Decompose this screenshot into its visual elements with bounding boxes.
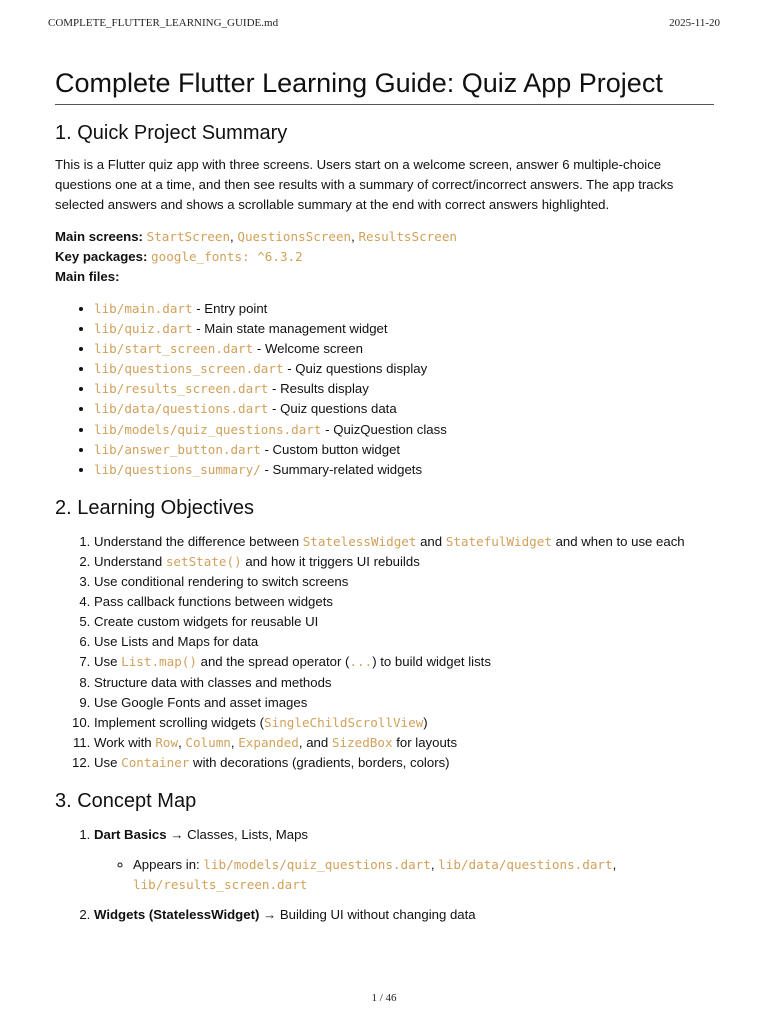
list-item [94, 532, 714, 552]
text: ) to build widget lists [372, 654, 491, 670]
file-path: lib/answer_button.dart [94, 441, 261, 457]
list-item [94, 652, 714, 672]
concept-label: Dart Basics [94, 826, 167, 842]
list-item [94, 420, 714, 440]
list-item [94, 359, 714, 379]
code-inline: google_fonts: ^6.3.2 [151, 249, 303, 264]
concept-label: Widgets (StatelessWidget) [94, 907, 260, 923]
code-inline: SingleChildScrollView [264, 714, 424, 730]
section-heading-concept-map: 3. Concept Map [55, 789, 197, 812]
file-path: lib/data/questions.dart [94, 401, 269, 417]
objectives-list [55, 532, 714, 773]
file-path: lib/main.dart [94, 301, 193, 316]
list-item [94, 440, 714, 460]
concept-map-list [55, 825, 714, 925]
list-item [94, 733, 714, 753]
file-path: lib/models/quiz_questions.dart [94, 421, 322, 437]
code-inline: Expanded [238, 734, 299, 750]
text: and how it triggers UI rebuilds [241, 553, 420, 569]
code-inline: setState() [165, 553, 242, 569]
text: for layouts [392, 734, 458, 750]
page-number: 1 / 46 [371, 992, 397, 1004]
separator: , [430, 857, 439, 873]
code-inline: StatelessWidget [302, 533, 417, 549]
code-inline: SizedBox [331, 734, 393, 750]
list-item [94, 319, 714, 339]
text: , [178, 734, 186, 750]
list-item: 3. Use conditional rendering to switch screens [94, 572, 714, 592]
text: , and [298, 734, 332, 750]
file-desc: - Quiz questions data [268, 401, 397, 417]
list-item: 5. Create custom widgets for reusable UI [94, 612, 714, 632]
code-inline: ... [349, 654, 373, 670]
section-heading-summary: 1. Quick Project Summary [55, 122, 288, 144]
code-inline: Container [121, 754, 190, 770]
list-item [94, 552, 714, 572]
file-path: lib/results_screen.dart [133, 877, 308, 893]
list-item [133, 855, 714, 895]
code-inline: Row [155, 734, 179, 750]
document-body [55, 64, 714, 925]
appears-label: Appears in: [133, 857, 204, 873]
key-packages-label: Key packages: [55, 249, 148, 264]
text: Understand [94, 553, 166, 569]
main-files-list [55, 299, 714, 480]
file-path: lib/start_screen.dart [94, 341, 254, 357]
code-inline: QuestionsScreen [237, 229, 352, 244]
text: Use [94, 654, 122, 670]
list-item: 4. Pass callback functions between widgets [94, 592, 714, 612]
list-item [94, 339, 714, 359]
concept-sublist [94, 855, 714, 895]
text: Implement scrolling widgets ( [94, 714, 265, 730]
page-title: Complete Flutter Learning Guide: Quiz App Project [55, 64, 714, 105]
separator: , [230, 229, 238, 244]
list-item: 8. Structure data with classes and methods [94, 673, 714, 693]
file-desc: - Custom button widget [260, 441, 401, 457]
text: and [416, 533, 446, 549]
list-item [94, 825, 714, 895]
text: and when to use each [551, 533, 685, 549]
text: Work with [94, 734, 156, 750]
list-item [94, 905, 714, 925]
main-screens-line [55, 227, 714, 247]
section-heading-objectives: 2. Learning Objectives [55, 496, 255, 519]
list-item: 6. Use Lists and Maps for data [94, 632, 714, 652]
list-item [94, 299, 714, 319]
main-files-label: Main files: [55, 269, 120, 284]
file-path: lib/quiz.dart [94, 321, 193, 337]
list-item: 9. Use Google Fonts and asset images [94, 693, 714, 713]
file-path: lib/models/quiz_questions.dart [203, 857, 431, 873]
header-filename: COMPLETE_FLUTTER_LEARNING_GUIDE.md [48, 17, 279, 29]
list-item [94, 713, 714, 733]
file-desc: - Results display [268, 381, 369, 397]
main-screens-label: Main screens: [55, 229, 143, 244]
file-path: lib/results_screen.dart [94, 381, 269, 397]
list-item [94, 753, 714, 773]
file-desc: - Welcome screen [253, 341, 363, 357]
list-item [94, 379, 714, 399]
file-path: lib/questions_summary/ [94, 461, 261, 477]
text: → Building UI without changing data [259, 907, 476, 923]
text: and the spread operator ( [196, 654, 350, 670]
file-desc: - Summary-related widgets [260, 461, 423, 477]
file-path: lib/questions_screen.dart [94, 361, 284, 377]
code-inline: StartScreen [146, 229, 231, 244]
file-desc: - Entry point [192, 301, 268, 316]
list-item [94, 460, 714, 480]
file-desc: - Quiz questions display [283, 361, 428, 377]
list-item [94, 399, 714, 419]
header-date: 2025-11-20 [669, 17, 720, 29]
summary-paragraph: This is a Flutter quiz app with three screens. Users start on a welcome screen, answer 6 multiple-choice questions one at a time, and then see results with a summary of correct/incorrect answers. The app tracks selected answers and shows a scrollable summary at the end with correct answers highlighted. [55, 157, 674, 212]
file-desc: - QuizQuestion class [321, 421, 447, 437]
code-inline: List.map() [121, 654, 197, 670]
main-files-line [55, 267, 714, 287]
code-inline: Column [185, 734, 231, 750]
code-inline: ResultsScreen [358, 229, 458, 244]
text: → Classes, Lists, Maps [166, 826, 309, 842]
file-desc: - Main state management widget [192, 321, 388, 337]
text: ) [423, 714, 428, 730]
separator: , [612, 857, 617, 873]
code-inline: StatefulWidget [445, 533, 552, 549]
key-packages-line [55, 247, 714, 267]
separator: , [351, 229, 359, 244]
text: , [230, 734, 239, 750]
text: Understand the difference between [94, 533, 303, 549]
text: with decorations (gradients, borders, colors) [189, 754, 450, 770]
file-path: lib/data/questions.dart [438, 857, 613, 873]
text: Use [94, 754, 122, 770]
